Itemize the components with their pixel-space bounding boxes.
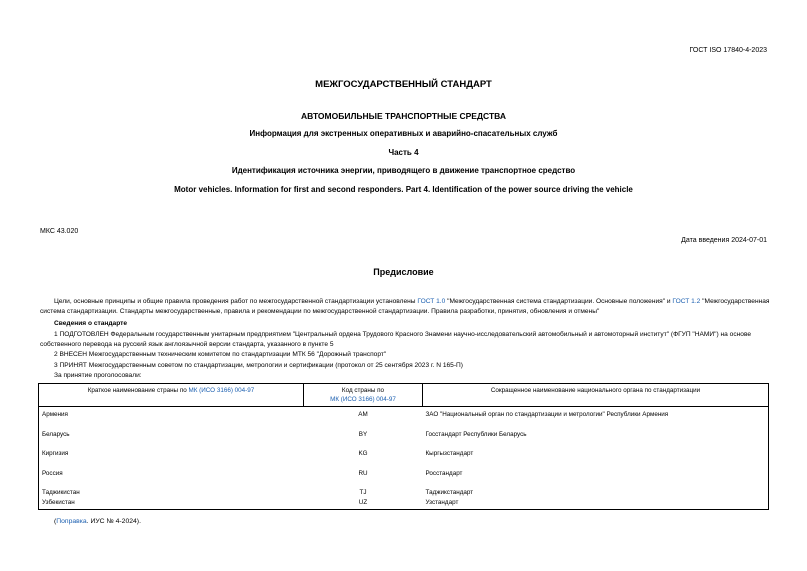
code-cell: RU — [358, 469, 368, 477]
standard-code: ГОСТ ISO 17840-4-2023 — [689, 47, 767, 54]
column-header-body: Сокращенное наименование национального органа по стандартизации — [423, 384, 769, 407]
mk-iso-3166-link[interactable]: МК (ИСО 3166) 004-97 — [330, 396, 396, 403]
voting-table — [38, 383, 769, 510]
info-item-3: 3 ПРИНЯТ Межгосударственным советом по стандартизации, метрологии и сертификации (протокол от 25 сентября 2023 г. N 165-П) — [54, 362, 463, 369]
table-row — [39, 469, 769, 489]
intro-text-3: "Межгосударственная система стандартизации. Стандарты межгосударственные, правила и рекомендации по межгосударственной стандартизации. Правила разработки, принятия, обновления и отмены" — [40, 298, 770, 315]
subtitle: Информация для экстренных оперативных и аварийно-спасательных служб — [249, 129, 558, 138]
country-cell: Армения — [39, 407, 304, 430]
country-cell: Узбекистан — [39, 498, 304, 510]
part-title: Идентификация источника энергии, приводящего в движение транспортное средство — [231, 166, 576, 175]
info-item-1: 1 ПОДГОТОВЛЕН Федеральным государственным унитарным предприятием "Центральный ордена Трудового Красного Знамени научно-исследовательский автомобильный и автомоторный институт" (ФГУП "НАМИ") на основе собственного перевода на русский язык англоязычной версии стандарта, указанного в пункте 5 — [40, 331, 752, 348]
gost-1-2-link[interactable]: ГОСТ 1.2 — [672, 298, 701, 305]
mks-code: МКС 43.020 — [40, 228, 79, 235]
body-cell: Госстандарт Республики Беларусь — [423, 430, 769, 450]
gost-1-0-link[interactable]: ГОСТ 1.0 — [417, 298, 446, 305]
body-cell: ЗАО "Национальный орган по стандартизации и метрологии" Республики Армения — [423, 407, 769, 430]
standard-type: МЕЖГОСУДАРСТВЕННЫЙ СТАНДАРТ — [315, 79, 492, 90]
english-title: Motor vehicles. Information for first and second responders. Part 4. Identification of the power source driving the vehicle — [174, 185, 633, 194]
main-title: АВТОМОБИЛЬНЫЕ ТРАНСПОРТНЫЕ СРЕДСТВА — [300, 111, 507, 121]
column-header-country: Краткое наименование страны по МК (ИСО 3166) 004-97 — [39, 384, 304, 407]
info-heading: Сведения о стандарте — [54, 320, 128, 327]
table-row — [39, 407, 769, 430]
amendment-note: (Поправка. ИУС № 4-2024). — [54, 518, 141, 525]
table-row — [39, 498, 769, 510]
country-cell: Россия — [39, 469, 304, 489]
preface-heading: Предисловие — [373, 267, 434, 277]
body-cell: Кыргызстандарт — [423, 449, 769, 469]
table-row — [39, 430, 769, 450]
table-row — [39, 449, 769, 469]
voted-label: За принятие проголосовали: — [54, 372, 142, 379]
preface-intro — [40, 297, 770, 317]
code-cell: UZ — [304, 498, 423, 510]
column-header-code: Код страны по МК (ИСО 3166) 004-97 — [304, 384, 423, 407]
country-cell: Киргизия — [39, 449, 304, 469]
table-header-row — [39, 384, 769, 407]
body-cell: Узстандарт — [423, 498, 769, 510]
code-cell: AM — [358, 411, 368, 418]
amendment-link[interactable]: Поправка — [56, 518, 87, 525]
country-cell: Таджикистан — [39, 488, 304, 498]
country-cell: Беларусь — [39, 430, 304, 450]
part-number: Часть 4 — [388, 148, 419, 157]
code-cell: KG — [358, 450, 368, 457]
intro-text-2: "Межгосударственная система стандартизации. Основные положения" и — [447, 298, 671, 305]
table-row — [39, 488, 769, 498]
body-cell: Росстандарт — [423, 469, 769, 489]
code-cell: BY — [358, 430, 368, 438]
body-cell: Таджикстандарт — [423, 488, 769, 498]
introduction-date: Дата введения 2024-07-01 — [681, 237, 767, 244]
code-cell: TJ — [359, 489, 367, 496]
intro-text-1: Цели, основные принципы и общие правила проведения работ по межгосударственной стандартизации установлены — [54, 298, 416, 305]
mk-iso-3166-link[interactable]: МК (ИСО 3166) 004-97 — [188, 387, 255, 394]
info-item-2: 2 ВНЕСЕН Межгосударственным техническим комитетом по стандартизации МТК 56 "Дорожный транспорт" — [54, 351, 387, 358]
